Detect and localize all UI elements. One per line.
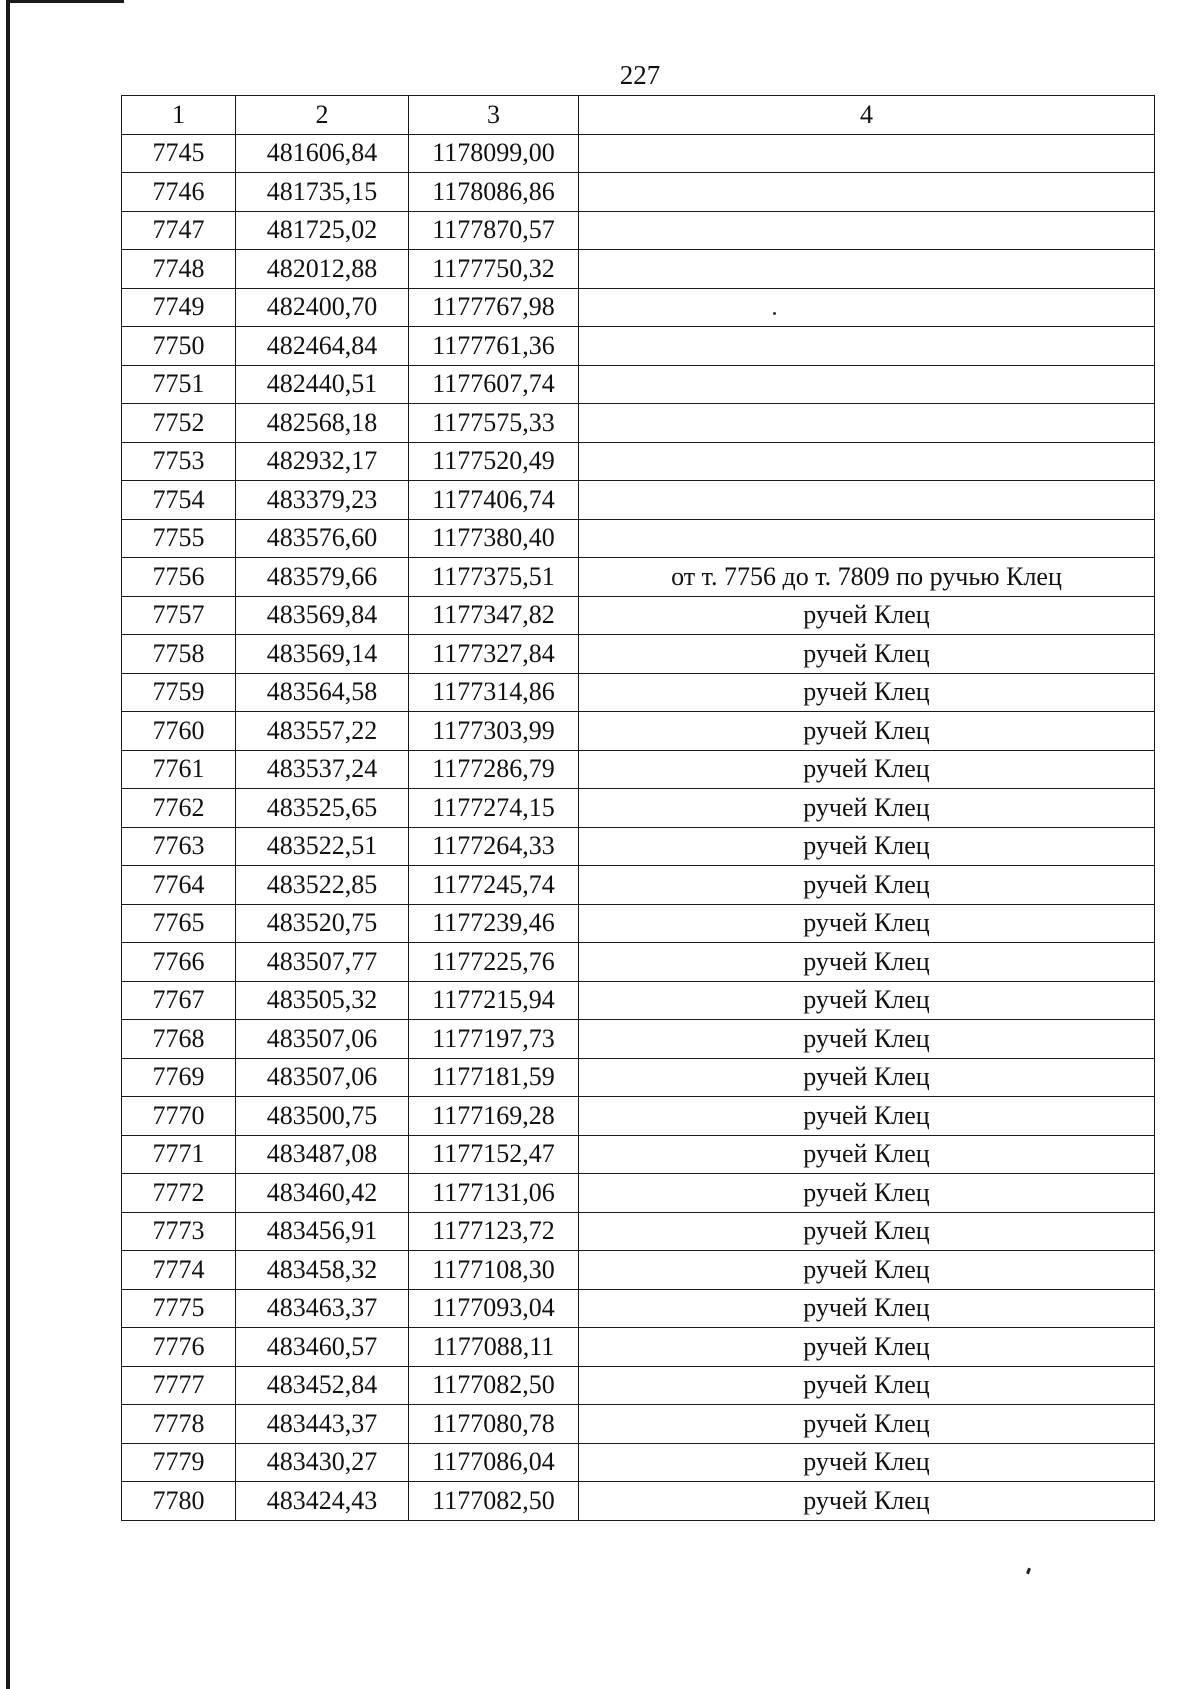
cell-description — [579, 365, 1155, 404]
table-row — [122, 673, 1155, 712]
table-row — [122, 1366, 1155, 1405]
cell-y-coordinate: 1177406,74 — [409, 481, 579, 520]
cell-description — [579, 481, 1155, 520]
cell-description — [579, 288, 1155, 327]
cell-point-number: 7750 — [122, 327, 236, 366]
cell-description — [579, 250, 1155, 289]
cell-point-number: 7780 — [122, 1482, 236, 1521]
cell-x-coordinate: 483452,84 — [236, 1366, 409, 1405]
cell-x-coordinate: 482400,70 — [236, 288, 409, 327]
cell-y-coordinate: 1177239,46 — [409, 904, 579, 943]
cell-point-number: 7771 — [122, 1135, 236, 1174]
cell-x-coordinate: 483537,24 — [236, 750, 409, 789]
cell-x-coordinate: 483463,37 — [236, 1289, 409, 1328]
cell-description: ручей Клец — [579, 981, 1155, 1020]
table-row — [122, 134, 1155, 173]
table-row — [122, 750, 1155, 789]
cell-y-coordinate: 1177086,04 — [409, 1443, 579, 1482]
cell-description: ручей Клец — [579, 635, 1155, 674]
cell-description — [579, 211, 1155, 250]
cell-description: ручей Клец — [579, 943, 1155, 982]
cell-description — [579, 327, 1155, 366]
table-row — [122, 827, 1155, 866]
cell-point-number: 7768 — [122, 1020, 236, 1059]
table-row — [122, 442, 1155, 481]
cell-point-number: 7748 — [122, 250, 236, 289]
cell-description: ручей Клец — [579, 673, 1155, 712]
page-number: 227 — [619, 60, 661, 90]
cell-y-coordinate: 1177181,59 — [409, 1058, 579, 1097]
cell-y-coordinate: 1177750,32 — [409, 250, 579, 289]
cell-x-coordinate: 482932,17 — [236, 442, 409, 481]
cell-point-number: 7778 — [122, 1405, 236, 1444]
cell-point-number: 7776 — [122, 1328, 236, 1367]
table-row — [122, 250, 1155, 289]
cell-point-number: 7774 — [122, 1251, 236, 1290]
cell-description — [579, 404, 1155, 443]
cell-x-coordinate: 482012,88 — [236, 250, 409, 289]
table-body — [122, 134, 1155, 1520]
cell-y-coordinate: 1177082,50 — [409, 1482, 579, 1521]
cell-description — [579, 173, 1155, 212]
cell-point-number: 7765 — [122, 904, 236, 943]
cell-x-coordinate: 483505,32 — [236, 981, 409, 1020]
table-row — [122, 558, 1155, 597]
cell-point-number: 7745 — [122, 134, 236, 173]
cell-point-number: 7762 — [122, 789, 236, 828]
cell-x-coordinate: 481606,84 — [236, 134, 409, 173]
table-row — [122, 712, 1155, 751]
cell-x-coordinate: 481735,15 — [236, 173, 409, 212]
cell-y-coordinate: 1177575,33 — [409, 404, 579, 443]
cell-y-coordinate: 1177327,84 — [409, 635, 579, 674]
table-row — [122, 1328, 1155, 1367]
cell-x-coordinate: 483579,66 — [236, 558, 409, 597]
cell-point-number: 7753 — [122, 442, 236, 481]
cell-y-coordinate: 1177870,57 — [409, 211, 579, 250]
table-row — [122, 1097, 1155, 1136]
cell-description: ручей Клец — [579, 1328, 1155, 1367]
cell-y-coordinate: 1177082,50 — [409, 1366, 579, 1405]
cell-y-coordinate: 1177286,79 — [409, 750, 579, 789]
table-row — [122, 1135, 1155, 1174]
scan-edge-left — [6, 0, 10, 1689]
cell-description: ручей Клец — [579, 1058, 1155, 1097]
cell-point-number: 7760 — [122, 712, 236, 751]
cell-point-number: 7764 — [122, 866, 236, 905]
table-header — [122, 96, 1155, 135]
cell-y-coordinate: 1178099,00 — [409, 134, 579, 173]
cell-description: ручей Клец — [579, 750, 1155, 789]
header-cell-y-coordinate: 3 — [409, 96, 579, 135]
cell-point-number: 7759 — [122, 673, 236, 712]
cell-y-coordinate: 1177767,98 — [409, 288, 579, 327]
cell-y-coordinate: 1177123,72 — [409, 1212, 579, 1251]
cell-y-coordinate: 1177197,73 — [409, 1020, 579, 1059]
cell-x-coordinate: 483460,42 — [236, 1174, 409, 1213]
table-row — [122, 943, 1155, 982]
table-row — [122, 365, 1155, 404]
cell-description: ручей Клец — [579, 866, 1155, 905]
cell-point-number: 7767 — [122, 981, 236, 1020]
table-row — [122, 1289, 1155, 1328]
cell-x-coordinate: 483564,58 — [236, 673, 409, 712]
cell-y-coordinate: 1177215,94 — [409, 981, 579, 1020]
cell-x-coordinate: 482568,18 — [236, 404, 409, 443]
cell-y-coordinate: 1177225,76 — [409, 943, 579, 982]
cell-y-coordinate: 1177380,40 — [409, 519, 579, 558]
cell-y-coordinate: 1177274,15 — [409, 789, 579, 828]
table-row — [122, 211, 1155, 250]
table-row — [122, 1212, 1155, 1251]
table-row — [122, 404, 1155, 443]
cell-x-coordinate: 483507,06 — [236, 1020, 409, 1059]
cell-x-coordinate: 483520,75 — [236, 904, 409, 943]
table-row — [122, 1020, 1155, 1059]
cell-description: ручей Клец — [579, 1482, 1155, 1521]
cell-x-coordinate: 483456,91 — [236, 1212, 409, 1251]
cell-point-number: 7751 — [122, 365, 236, 404]
cell-description: ручей Клец — [579, 1174, 1155, 1213]
table-row — [122, 1482, 1155, 1521]
cell-point-number: 7766 — [122, 943, 236, 982]
cell-description — [579, 442, 1155, 481]
table-row — [122, 596, 1155, 635]
cell-point-number: 7761 — [122, 750, 236, 789]
cell-point-number: 7772 — [122, 1174, 236, 1213]
cell-description: ручей Клец — [579, 712, 1155, 751]
cell-point-number: 7775 — [122, 1289, 236, 1328]
cell-description: ручей Клец — [579, 1443, 1155, 1482]
cell-point-number: 7755 — [122, 519, 236, 558]
cell-y-coordinate: 1177152,47 — [409, 1135, 579, 1174]
cell-point-number: 7777 — [122, 1366, 236, 1405]
table-row — [122, 1405, 1155, 1444]
cell-y-coordinate: 1177131,06 — [409, 1174, 579, 1213]
cell-y-coordinate: 1177761,36 — [409, 327, 579, 366]
cell-description: ручей Клец — [579, 1212, 1155, 1251]
cell-description: ручей Клец — [579, 1097, 1155, 1136]
header-cell-x-coordinate: 2 — [236, 96, 409, 135]
cell-y-coordinate: 1177080,78 — [409, 1405, 579, 1444]
cell-description: ручей Клец — [579, 1135, 1155, 1174]
cell-description: ручей Клец — [579, 789, 1155, 828]
cell-y-coordinate: 1177093,04 — [409, 1289, 579, 1328]
scan-edge-top — [6, 0, 124, 3]
cell-point-number: 7749 — [122, 288, 236, 327]
cell-x-coordinate: 483443,37 — [236, 1405, 409, 1444]
cell-x-coordinate: 482464,84 — [236, 327, 409, 366]
table-row — [122, 981, 1155, 1020]
cell-description: от т. 7756 до т. 7809 по ручью Клец — [579, 558, 1155, 597]
cell-x-coordinate: 481725,02 — [236, 211, 409, 250]
table-row — [122, 789, 1155, 828]
table-row — [122, 327, 1155, 366]
scan-speck — [773, 312, 776, 315]
coordinates-table — [121, 95, 1155, 1521]
cell-description: ручей Клец — [579, 1366, 1155, 1405]
table-row — [122, 635, 1155, 674]
table-header-row — [122, 96, 1155, 135]
header-cell-point-number: 1 — [122, 96, 236, 135]
cell-x-coordinate: 483379,23 — [236, 481, 409, 520]
table-row — [122, 1251, 1155, 1290]
cell-y-coordinate: 1177303,99 — [409, 712, 579, 751]
cell-point-number: 7773 — [122, 1212, 236, 1251]
cell-y-coordinate: 1177314,86 — [409, 673, 579, 712]
table-row — [122, 1174, 1155, 1213]
cell-point-number: 7746 — [122, 173, 236, 212]
table-row — [122, 519, 1155, 558]
table-row — [122, 1058, 1155, 1097]
cell-y-coordinate: 1177245,74 — [409, 866, 579, 905]
cell-point-number: 7752 — [122, 404, 236, 443]
cell-y-coordinate: 1177607,74 — [409, 365, 579, 404]
cell-x-coordinate: 483424,43 — [236, 1482, 409, 1521]
cell-x-coordinate: 483522,51 — [236, 827, 409, 866]
cell-y-coordinate: 1178086,86 — [409, 173, 579, 212]
cell-y-coordinate: 1177169,28 — [409, 1097, 579, 1136]
cell-point-number: 7770 — [122, 1097, 236, 1136]
cell-x-coordinate: 483487,08 — [236, 1135, 409, 1174]
cell-description: ручей Клец — [579, 1289, 1155, 1328]
cell-point-number: 7763 — [122, 827, 236, 866]
cell-x-coordinate: 482440,51 — [236, 365, 409, 404]
cell-x-coordinate: 483525,65 — [236, 789, 409, 828]
cell-point-number: 7754 — [122, 481, 236, 520]
cell-description: ручей Клец — [579, 1405, 1155, 1444]
table-row — [122, 1443, 1155, 1482]
cell-y-coordinate: 1177520,49 — [409, 442, 579, 481]
cell-x-coordinate: 483430,27 — [236, 1443, 409, 1482]
cell-y-coordinate: 1177347,82 — [409, 596, 579, 635]
cell-description — [579, 134, 1155, 173]
cell-point-number: 7747 — [122, 211, 236, 250]
cell-x-coordinate: 483507,06 — [236, 1058, 409, 1097]
cell-point-number: 7757 — [122, 596, 236, 635]
scan-speck — [1026, 1568, 1031, 1575]
cell-point-number: 7769 — [122, 1058, 236, 1097]
cell-x-coordinate: 483458,32 — [236, 1251, 409, 1290]
header-cell-description: 4 — [579, 96, 1155, 135]
cell-y-coordinate: 1177108,30 — [409, 1251, 579, 1290]
cell-x-coordinate: 483576,60 — [236, 519, 409, 558]
cell-x-coordinate: 483569,14 — [236, 635, 409, 674]
cell-y-coordinate: 1177088,11 — [409, 1328, 579, 1367]
cell-y-coordinate: 1177264,33 — [409, 827, 579, 866]
cell-description — [579, 519, 1155, 558]
table-row — [122, 866, 1155, 905]
cell-point-number: 7758 — [122, 635, 236, 674]
cell-x-coordinate: 483522,85 — [236, 866, 409, 905]
table-row — [122, 481, 1155, 520]
cell-point-number: 7779 — [122, 1443, 236, 1482]
table-row — [122, 904, 1155, 943]
cell-x-coordinate: 483460,57 — [236, 1328, 409, 1367]
table-row — [122, 288, 1155, 327]
cell-x-coordinate: 483569,84 — [236, 596, 409, 635]
cell-x-coordinate: 483557,22 — [236, 712, 409, 751]
cell-description: ручей Клец — [579, 1020, 1155, 1059]
cell-description: ручей Клец — [579, 596, 1155, 635]
table-row — [122, 173, 1155, 212]
cell-description: ручей Клец — [579, 904, 1155, 943]
cell-y-coordinate: 1177375,51 — [409, 558, 579, 597]
cell-description: ручей Клец — [579, 827, 1155, 866]
cell-x-coordinate: 483500,75 — [236, 1097, 409, 1136]
cell-x-coordinate: 483507,77 — [236, 943, 409, 982]
cell-description: ручей Клец — [579, 1251, 1155, 1290]
cell-point-number: 7756 — [122, 558, 236, 597]
